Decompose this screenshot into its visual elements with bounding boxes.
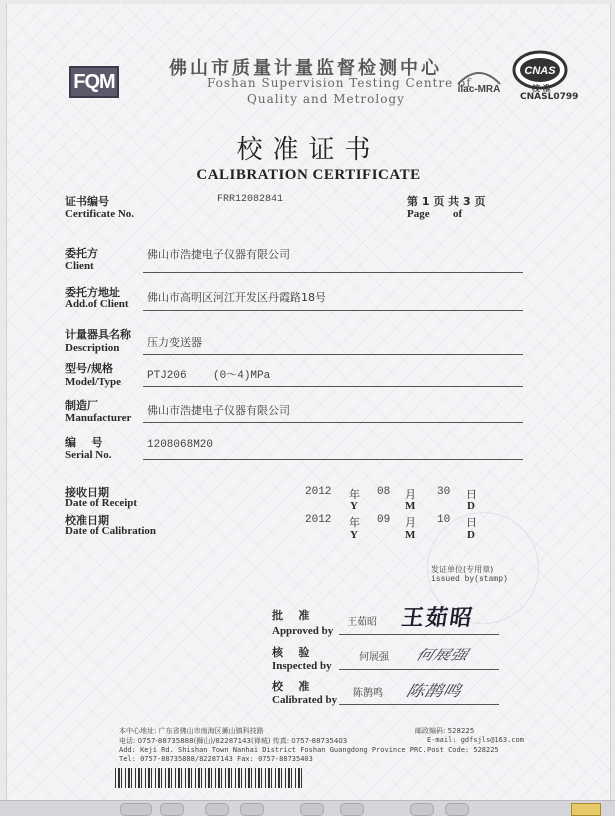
toolbar-button[interactable] bbox=[410, 803, 434, 816]
year-zh: 年 bbox=[349, 488, 360, 501]
date-month: 09 bbox=[377, 514, 391, 526]
signature-label-en: Calibrated by bbox=[272, 694, 338, 706]
field-underline bbox=[143, 354, 523, 355]
title-en: CALIBRATION CERTIFICATE bbox=[196, 167, 421, 183]
title-zh: 校准证书 bbox=[236, 135, 381, 165]
toolbar-button[interactable] bbox=[160, 803, 184, 816]
field-underline bbox=[143, 459, 523, 460]
field-value: 佛山市浩捷电子仪器有限公司 bbox=[147, 248, 290, 261]
barcode bbox=[115, 768, 305, 788]
month-en: M bbox=[405, 500, 416, 512]
org-name-zh: 佛山市质量计量监督检测中心 bbox=[169, 58, 442, 79]
field-label-en: Client bbox=[65, 260, 94, 272]
date-label-en: Date of Receipt bbox=[65, 497, 138, 509]
viewer-toolbar bbox=[0, 800, 615, 816]
fqm-logo bbox=[69, 66, 119, 98]
footer-postcode-zh: 邮政编码: 528225 bbox=[415, 727, 475, 735]
cnas-sub: 校 准 bbox=[532, 84, 551, 93]
org-name-en-line1: Foshan Supervision Testing Centre of bbox=[207, 76, 472, 90]
certificate-no-value: FRR12082841 bbox=[217, 194, 284, 205]
page-label-en: Page bbox=[407, 208, 430, 220]
field-label-zh: 型号/规格 bbox=[65, 362, 114, 375]
date-month: 08 bbox=[377, 486, 391, 498]
field-label-en: Serial No. bbox=[65, 449, 112, 461]
signature-underline bbox=[339, 669, 499, 670]
date-year: 2012 bbox=[305, 514, 332, 526]
signature-label-zh: 核 验 bbox=[272, 646, 310, 659]
field-underline bbox=[143, 386, 523, 387]
issuer-en: issued by(stamp) bbox=[431, 575, 508, 584]
date-day: 30 bbox=[437, 486, 451, 498]
field-label-en: Manufacturer bbox=[65, 412, 132, 424]
field-label-zh: 编 号 bbox=[65, 436, 103, 449]
certificate-no-label-en: Certificate No. bbox=[65, 208, 135, 220]
field-underline bbox=[143, 310, 523, 311]
field-label-en: Description bbox=[65, 342, 120, 354]
date-day: 10 bbox=[437, 514, 451, 526]
field-value: 1208068M20 bbox=[147, 439, 214, 451]
year-zh: 年 bbox=[349, 516, 360, 529]
footer-phone-en: Tel: 0757-88735888/82287143 Fax: 0757-88735403 bbox=[119, 755, 313, 763]
month-en: M bbox=[405, 529, 416, 541]
signature-handwritten: 陈鹊鸣 bbox=[404, 682, 464, 701]
toolbar-button[interactable] bbox=[205, 803, 229, 816]
field-label-zh: 制造厂 bbox=[65, 399, 98, 412]
signature-underline bbox=[339, 634, 499, 635]
fqm-logo-text: FQM bbox=[73, 70, 115, 93]
signature-handwritten: 何展强 bbox=[413, 647, 470, 664]
org-name-en-line2: Quality and Metrology bbox=[247, 92, 405, 106]
signatory-name: 何展强 bbox=[359, 652, 389, 663]
cnas-code: CNASL0799 bbox=[520, 92, 579, 102]
signature-handwritten: 王茹昭 bbox=[399, 605, 476, 631]
field-label-en: Add.of Client bbox=[65, 298, 129, 310]
footer-postcode-en: Post Code: 528225 bbox=[427, 746, 499, 754]
signature-label-en: Inspected by bbox=[272, 660, 332, 672]
signature-label-en: Approved by bbox=[272, 625, 334, 637]
toolbar-button[interactable] bbox=[300, 803, 324, 816]
close-icon[interactable] bbox=[571, 803, 601, 816]
footer-email: E-mail: gdfsjls@163.com bbox=[427, 736, 524, 744]
footer-address-en: Add: Keji Rd. Shishan Town Nanhai District Foshan Guangdong Province PRC. bbox=[119, 746, 427, 754]
date-label-zh: 接收日期 bbox=[65, 486, 109, 499]
field-label-zh: 委托方 bbox=[65, 247, 98, 260]
cnas-text: CNAS bbox=[524, 65, 556, 77]
day-zh: 日 bbox=[466, 488, 477, 501]
field-label-zh: 计量器具名称 bbox=[65, 328, 131, 341]
signature-underline bbox=[339, 704, 499, 705]
month-zh: 月 bbox=[405, 488, 416, 501]
toolbar-button[interactable] bbox=[240, 803, 264, 816]
field-value: 压力变送器 bbox=[147, 336, 202, 349]
field-label-en: Model/Type bbox=[65, 376, 122, 388]
ilac-mra-logo bbox=[450, 64, 508, 100]
day-zh: 日 bbox=[466, 516, 477, 529]
field-value: 佛山市高明区河江开发区丹霞路18号 bbox=[147, 291, 326, 304]
field-underline bbox=[143, 422, 523, 423]
signature-label-zh: 批 准 bbox=[272, 609, 310, 622]
footer-phone-zh: 电话: 0757-88735888(狮山)/82287143(禅城) 传真: 0757-88735403 bbox=[119, 737, 348, 745]
signatory-name: 陈鹊鸣 bbox=[353, 688, 383, 699]
toolbar-button[interactable] bbox=[120, 803, 152, 816]
day-en: D bbox=[467, 529, 475, 541]
toolbar-button[interactable] bbox=[445, 803, 469, 816]
page-count-zh: 第 1 页 共 3 页 bbox=[407, 195, 486, 208]
date-label-en: Date of Calibration bbox=[65, 525, 157, 537]
issuer-zh: 发证单位(专用章) bbox=[431, 565, 494, 574]
toolbar-button[interactable] bbox=[340, 803, 364, 816]
day-en: D bbox=[467, 500, 475, 512]
date-year: 2012 bbox=[305, 486, 332, 498]
ilac-text: ilac-MRA bbox=[457, 84, 501, 95]
page-of-en: of bbox=[453, 208, 463, 220]
field-label-zh: 委托方地址 bbox=[65, 286, 120, 299]
signatory-name: 王茹昭 bbox=[347, 617, 377, 628]
month-zh: 月 bbox=[405, 516, 416, 529]
year-en: Y bbox=[350, 529, 358, 541]
field-value: PTJ206 (0～4)MPa bbox=[147, 370, 271, 382]
field-underline bbox=[143, 272, 523, 273]
certificate-no-label-zh: 证书编号 bbox=[65, 195, 109, 208]
footer-address-zh: 本中心地址: 广东省佛山市南海区狮山镇科技路 bbox=[119, 727, 264, 735]
date-label-zh: 校准日期 bbox=[65, 514, 109, 527]
certificate-page bbox=[6, 4, 611, 804]
signature-label-zh: 校 准 bbox=[272, 680, 310, 693]
field-value: 佛山市浩捷电子仪器有限公司 bbox=[147, 404, 290, 417]
year-en: Y bbox=[350, 500, 358, 512]
